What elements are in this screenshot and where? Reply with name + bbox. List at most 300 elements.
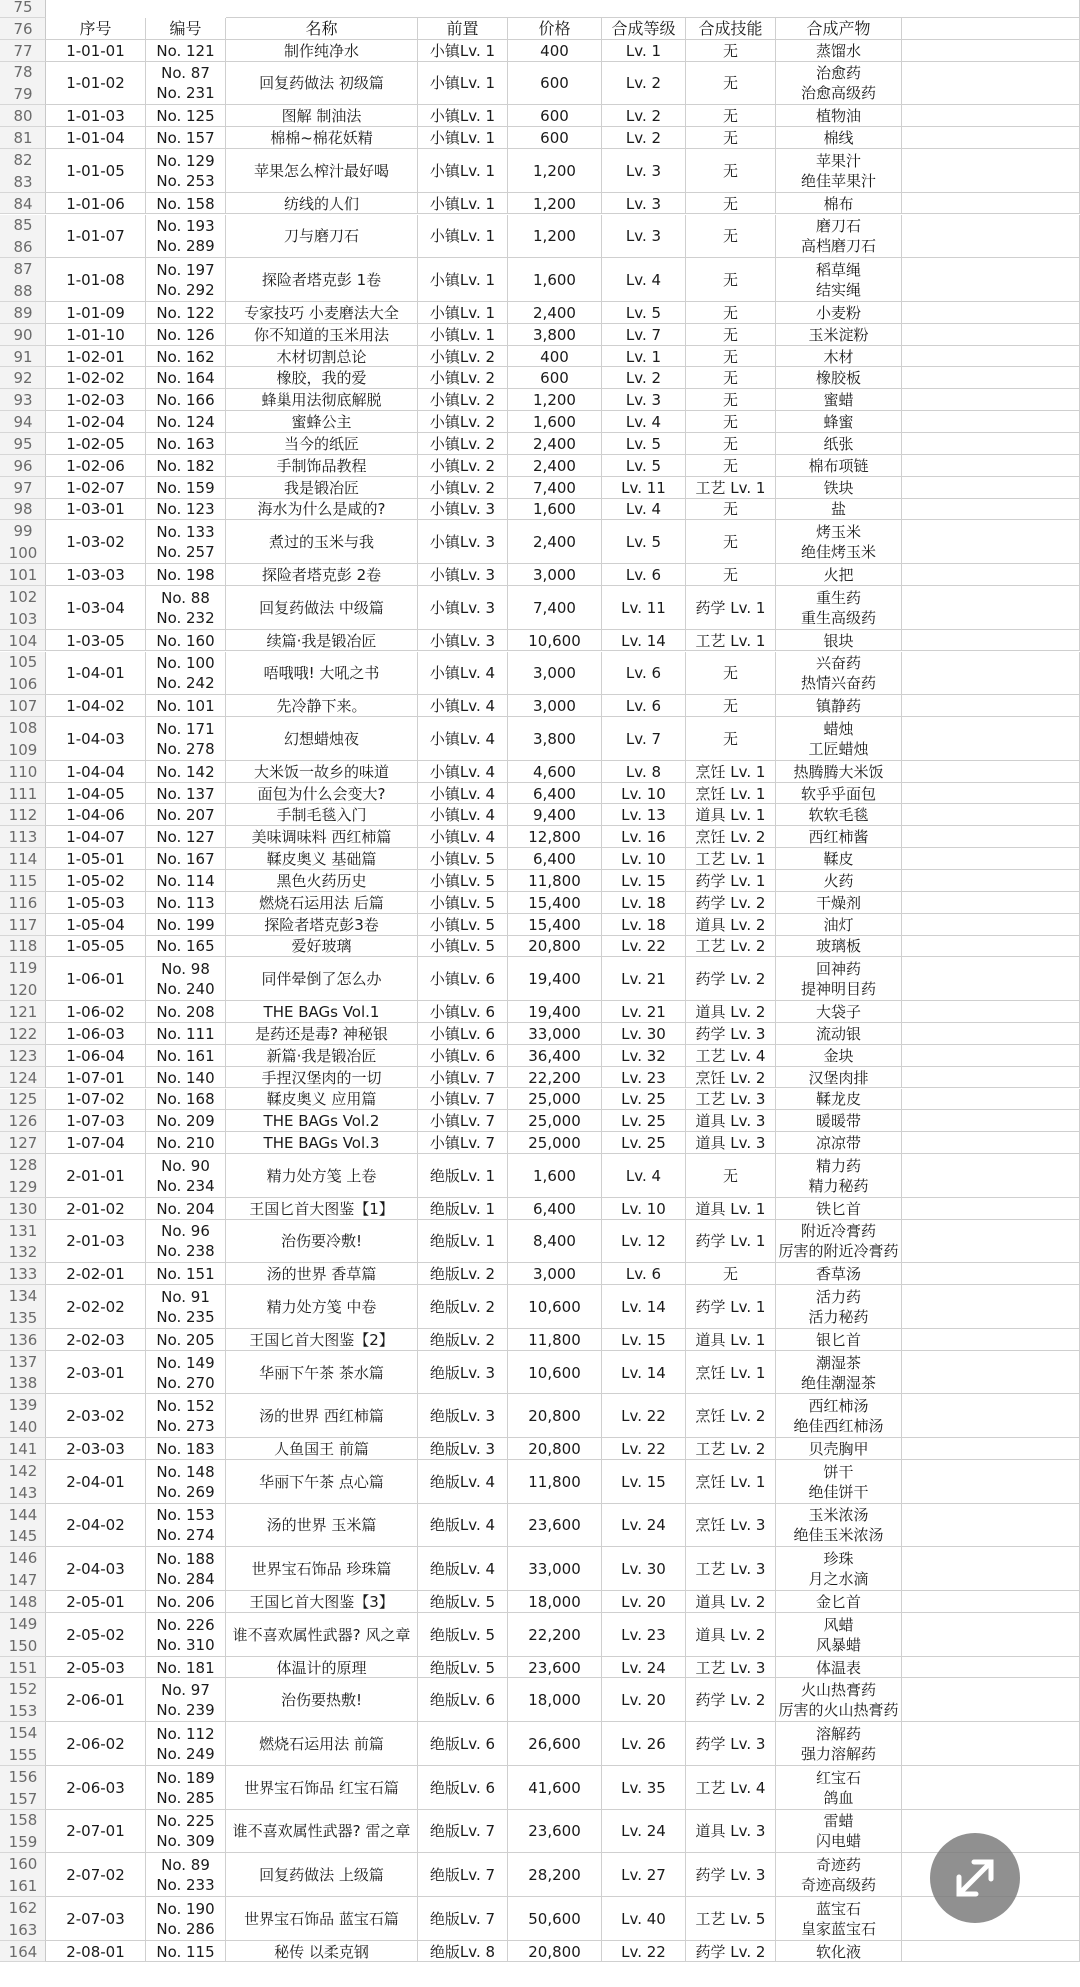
prerequisite-cell[interactable] bbox=[418, 1941, 508, 1963]
prerequisite-cell[interactable] bbox=[418, 127, 508, 149]
empty-cell[interactable] bbox=[902, 1220, 1080, 1264]
craft-skill-cell[interactable] bbox=[686, 433, 776, 455]
prerequisite-cell[interactable] bbox=[418, 1547, 508, 1591]
empty-cell[interactable] bbox=[902, 564, 1080, 586]
product-cell[interactable] bbox=[776, 1853, 902, 1897]
product-cell[interactable] bbox=[776, 346, 902, 368]
product-cell[interactable] bbox=[776, 1591, 902, 1613]
product-cell[interactable] bbox=[776, 870, 902, 892]
empty-cell[interactable] bbox=[902, 1023, 1080, 1045]
row-header[interactable] bbox=[0, 892, 46, 914]
craft-level-cell[interactable] bbox=[602, 652, 686, 696]
item-number-cell[interactable] bbox=[146, 1591, 226, 1613]
row-header[interactable] bbox=[0, 1329, 46, 1351]
price-cell[interactable] bbox=[508, 367, 602, 389]
price-cell[interactable] bbox=[508, 586, 602, 630]
seq-cell[interactable] bbox=[46, 717, 146, 761]
book-name-cell[interactable] bbox=[226, 1198, 418, 1220]
item-number-cell[interactable] bbox=[146, 520, 226, 564]
craft-level-cell[interactable] bbox=[602, 1154, 686, 1198]
prerequisite-cell[interactable] bbox=[418, 1657, 508, 1679]
prerequisite-cell[interactable] bbox=[418, 957, 508, 1001]
empty-cell[interactable] bbox=[902, 1154, 1080, 1198]
seq-cell[interactable] bbox=[46, 1394, 146, 1438]
item-number-cell[interactable] bbox=[146, 1394, 226, 1438]
book-name-cell[interactable] bbox=[226, 1678, 418, 1722]
craft-level-cell[interactable] bbox=[602, 40, 686, 62]
price-cell[interactable] bbox=[508, 215, 602, 259]
craft-skill-cell[interactable] bbox=[686, 1198, 776, 1220]
product-cell[interactable] bbox=[776, 1001, 902, 1023]
product-cell[interactable] bbox=[776, 258, 902, 302]
item-number-cell[interactable] bbox=[146, 1198, 226, 1220]
row-header[interactable] bbox=[0, 433, 46, 455]
book-name-cell[interactable] bbox=[226, 62, 418, 106]
empty-cell[interactable] bbox=[902, 215, 1080, 259]
book-name-cell[interactable] bbox=[226, 258, 418, 302]
craft-skill-cell[interactable] bbox=[686, 455, 776, 477]
book-name-cell[interactable] bbox=[226, 411, 418, 433]
price-cell[interactable] bbox=[508, 302, 602, 324]
seq-cell[interactable] bbox=[46, 1285, 146, 1329]
seq-cell[interactable] bbox=[46, 1263, 146, 1285]
price-cell[interactable] bbox=[508, 1110, 602, 1132]
craft-skill-cell[interactable] bbox=[686, 586, 776, 630]
price-cell[interactable] bbox=[508, 1394, 602, 1438]
seq-cell[interactable] bbox=[46, 346, 146, 368]
book-name-cell[interactable] bbox=[226, 804, 418, 826]
prerequisite-cell[interactable] bbox=[418, 761, 508, 783]
empty-cell[interactable] bbox=[902, 1678, 1080, 1722]
craft-skill-cell[interactable] bbox=[686, 1547, 776, 1591]
row-header[interactable] bbox=[0, 914, 46, 936]
empty-cell[interactable] bbox=[902, 302, 1080, 324]
craft-skill-cell[interactable] bbox=[686, 1154, 776, 1198]
prerequisite-cell[interactable] bbox=[418, 1023, 508, 1045]
craft-skill-cell[interactable] bbox=[686, 892, 776, 914]
item-number-cell[interactable] bbox=[146, 892, 226, 914]
craft-level-cell[interactable] bbox=[602, 695, 686, 717]
row-header[interactable] bbox=[0, 1941, 46, 1963]
empty-cell[interactable] bbox=[902, 1110, 1080, 1132]
row-header[interactable] bbox=[0, 193, 46, 215]
craft-skill-cell[interactable] bbox=[686, 826, 776, 848]
craft-level-cell[interactable] bbox=[602, 1351, 686, 1395]
prerequisite-cell[interactable] bbox=[418, 848, 508, 870]
craft-skill-cell[interactable] bbox=[686, 914, 776, 936]
seq-cell[interactable] bbox=[46, 1460, 146, 1504]
empty-cell[interactable] bbox=[902, 62, 1080, 106]
item-number-cell[interactable] bbox=[146, 477, 226, 499]
craft-skill-cell[interactable] bbox=[686, 1941, 776, 1963]
craft-skill-cell[interactable] bbox=[686, 520, 776, 564]
product-cell[interactable] bbox=[776, 1198, 902, 1220]
product-cell[interactable] bbox=[776, 1897, 902, 1941]
product-cell[interactable] bbox=[776, 892, 902, 914]
empty-cell[interactable] bbox=[902, 346, 1080, 368]
item-number-cell[interactable] bbox=[146, 564, 226, 586]
row-header[interactable] bbox=[0, 936, 46, 958]
empty-cell[interactable] bbox=[902, 717, 1080, 761]
seq-cell[interactable] bbox=[46, 302, 146, 324]
empty-cell[interactable] bbox=[902, 1657, 1080, 1679]
prerequisite-cell[interactable] bbox=[418, 1460, 508, 1504]
seq-cell[interactable] bbox=[46, 1329, 146, 1351]
price-cell[interactable] bbox=[508, 564, 602, 586]
craft-level-cell[interactable] bbox=[602, 1132, 686, 1154]
prerequisite-cell[interactable] bbox=[418, 324, 508, 346]
prerequisite-cell[interactable] bbox=[418, 1001, 508, 1023]
craft-level-cell[interactable] bbox=[602, 1810, 686, 1854]
craft-level-cell[interactable] bbox=[602, 1438, 686, 1460]
row-header[interactable] bbox=[0, 149, 46, 193]
book-name-cell[interactable] bbox=[226, 346, 418, 368]
row-header[interactable] bbox=[0, 1001, 46, 1023]
seq-cell[interactable] bbox=[46, 870, 146, 892]
item-number-cell[interactable] bbox=[146, 1089, 226, 1111]
empty-cell[interactable] bbox=[902, 105, 1080, 127]
craft-skill-cell[interactable] bbox=[686, 62, 776, 106]
row-header[interactable] bbox=[0, 870, 46, 892]
empty-cell[interactable] bbox=[902, 1351, 1080, 1395]
book-name-cell[interactable] bbox=[226, 1722, 418, 1766]
book-name-cell[interactable] bbox=[226, 957, 418, 1001]
craft-level-cell[interactable] bbox=[602, 215, 686, 259]
product-cell[interactable] bbox=[776, 652, 902, 696]
item-number-cell[interactable] bbox=[146, 936, 226, 958]
seq-cell[interactable] bbox=[46, 1220, 146, 1264]
empty-cell[interactable] bbox=[902, 1547, 1080, 1591]
book-name-cell[interactable] bbox=[226, 914, 418, 936]
book-name-cell[interactable] bbox=[226, 1067, 418, 1089]
row-header[interactable] bbox=[0, 1678, 46, 1722]
book-name-cell[interactable] bbox=[226, 302, 418, 324]
empty-cell[interactable] bbox=[902, 1089, 1080, 1111]
craft-skill-cell[interactable] bbox=[686, 1460, 776, 1504]
item-number-cell[interactable] bbox=[146, 346, 226, 368]
header-cell[interactable] bbox=[686, 18, 776, 40]
row-header[interactable] bbox=[0, 258, 46, 302]
prerequisite-cell[interactable] bbox=[418, 62, 508, 106]
craft-level-cell[interactable] bbox=[602, 1089, 686, 1111]
prerequisite-cell[interactable] bbox=[418, 630, 508, 652]
seq-cell[interactable] bbox=[46, 499, 146, 521]
row-header[interactable] bbox=[0, 630, 46, 652]
craft-level-cell[interactable] bbox=[602, 1460, 686, 1504]
prerequisite-cell[interactable] bbox=[418, 1285, 508, 1329]
empty-cell[interactable] bbox=[902, 389, 1080, 411]
item-number-cell[interactable] bbox=[146, 1351, 226, 1395]
craft-skill-cell[interactable] bbox=[686, 957, 776, 1001]
item-number-cell[interactable] bbox=[146, 105, 226, 127]
item-number-cell[interactable] bbox=[146, 717, 226, 761]
item-number-cell[interactable] bbox=[146, 783, 226, 805]
product-cell[interactable] bbox=[776, 1154, 902, 1198]
price-cell[interactable] bbox=[508, 1132, 602, 1154]
craft-skill-cell[interactable] bbox=[686, 1045, 776, 1067]
product-cell[interactable] bbox=[776, 1438, 902, 1460]
seq-cell[interactable] bbox=[46, 1045, 146, 1067]
craft-level-cell[interactable] bbox=[602, 717, 686, 761]
header-cell[interactable] bbox=[602, 18, 686, 40]
craft-skill-cell[interactable] bbox=[686, 936, 776, 958]
seq-cell[interactable] bbox=[46, 1132, 146, 1154]
craft-skill-cell[interactable] bbox=[686, 717, 776, 761]
price-cell[interactable] bbox=[508, 193, 602, 215]
price-cell[interactable] bbox=[508, 1591, 602, 1613]
product-cell[interactable] bbox=[776, 215, 902, 259]
prerequisite-cell[interactable] bbox=[418, 1263, 508, 1285]
product-cell[interactable] bbox=[776, 477, 902, 499]
empty-cell[interactable] bbox=[902, 957, 1080, 1001]
item-number-cell[interactable] bbox=[146, 1722, 226, 1766]
row-header[interactable] bbox=[0, 826, 46, 848]
prerequisite-cell[interactable] bbox=[418, 455, 508, 477]
price-cell[interactable] bbox=[508, 1547, 602, 1591]
empty-cell[interactable] bbox=[902, 848, 1080, 870]
header-cell[interactable] bbox=[508, 18, 602, 40]
book-name-cell[interactable] bbox=[226, 783, 418, 805]
item-number-cell[interactable] bbox=[146, 695, 226, 717]
empty-cell[interactable] bbox=[902, 826, 1080, 848]
price-cell[interactable] bbox=[508, 1853, 602, 1897]
seq-cell[interactable] bbox=[46, 1810, 146, 1854]
empty-cell[interactable] bbox=[902, 695, 1080, 717]
product-cell[interactable] bbox=[776, 1504, 902, 1548]
craft-skill-cell[interactable] bbox=[686, 193, 776, 215]
seq-cell[interactable] bbox=[46, 389, 146, 411]
prerequisite-cell[interactable] bbox=[418, 1154, 508, 1198]
seq-cell[interactable] bbox=[46, 1897, 146, 1941]
book-name-cell[interactable] bbox=[226, 433, 418, 455]
price-cell[interactable] bbox=[508, 1329, 602, 1351]
product-cell[interactable] bbox=[776, 105, 902, 127]
price-cell[interactable] bbox=[508, 695, 602, 717]
craft-skill-cell[interactable] bbox=[686, 127, 776, 149]
row-header[interactable] bbox=[0, 1460, 46, 1504]
price-cell[interactable] bbox=[508, 520, 602, 564]
book-name-cell[interactable] bbox=[226, 1351, 418, 1395]
craft-skill-cell[interactable] bbox=[686, 1853, 776, 1897]
product-cell[interactable] bbox=[776, 149, 902, 193]
price-cell[interactable] bbox=[508, 1263, 602, 1285]
empty-cell[interactable] bbox=[902, 40, 1080, 62]
seq-cell[interactable] bbox=[46, 1504, 146, 1548]
book-name-cell[interactable] bbox=[226, 1132, 418, 1154]
empty-cell[interactable] bbox=[902, 499, 1080, 521]
prerequisite-cell[interactable] bbox=[418, 389, 508, 411]
book-name-cell[interactable] bbox=[226, 695, 418, 717]
row-header[interactable] bbox=[0, 1504, 46, 1548]
book-name-cell[interactable] bbox=[226, 455, 418, 477]
prerequisite-cell[interactable] bbox=[418, 826, 508, 848]
item-number-cell[interactable] bbox=[146, 215, 226, 259]
product-cell[interactable] bbox=[776, 433, 902, 455]
prerequisite-cell[interactable] bbox=[418, 1089, 508, 1111]
book-name-cell[interactable] bbox=[226, 1941, 418, 1963]
craft-skill-cell[interactable] bbox=[686, 1132, 776, 1154]
craft-skill-cell[interactable] bbox=[686, 149, 776, 193]
book-name-cell[interactable] bbox=[226, 1438, 418, 1460]
empty-cell[interactable] bbox=[902, 520, 1080, 564]
seq-cell[interactable] bbox=[46, 761, 146, 783]
header-cell[interactable] bbox=[46, 18, 146, 40]
seq-cell[interactable] bbox=[46, 1023, 146, 1045]
product-cell[interactable] bbox=[776, 499, 902, 521]
price-cell[interactable] bbox=[508, 1067, 602, 1089]
book-name-cell[interactable] bbox=[226, 324, 418, 346]
price-cell[interactable] bbox=[508, 1045, 602, 1067]
book-name-cell[interactable] bbox=[226, 848, 418, 870]
empty-cell[interactable] bbox=[902, 1285, 1080, 1329]
price-cell[interactable] bbox=[508, 149, 602, 193]
item-number-cell[interactable] bbox=[146, 1067, 226, 1089]
price-cell[interactable] bbox=[508, 324, 602, 346]
book-name-cell[interactable] bbox=[226, 149, 418, 193]
product-cell[interactable] bbox=[776, 695, 902, 717]
product-cell[interactable] bbox=[776, 1613, 902, 1657]
craft-level-cell[interactable] bbox=[602, 848, 686, 870]
product-cell[interactable] bbox=[776, 1067, 902, 1089]
row-header[interactable] bbox=[0, 1110, 46, 1132]
book-name-cell[interactable] bbox=[226, 1394, 418, 1438]
book-name-cell[interactable] bbox=[226, 870, 418, 892]
prerequisite-cell[interactable] bbox=[418, 1591, 508, 1613]
item-number-cell[interactable] bbox=[146, 411, 226, 433]
empty-cell[interactable] bbox=[902, 870, 1080, 892]
seq-cell[interactable] bbox=[46, 455, 146, 477]
seq-cell[interactable] bbox=[46, 1067, 146, 1089]
price-cell[interactable] bbox=[508, 892, 602, 914]
book-name-cell[interactable] bbox=[226, 892, 418, 914]
product-cell[interactable] bbox=[776, 1045, 902, 1067]
book-name-cell[interactable] bbox=[226, 717, 418, 761]
row-header[interactable] bbox=[0, 1591, 46, 1613]
price-cell[interactable] bbox=[508, 433, 602, 455]
price-cell[interactable] bbox=[508, 1089, 602, 1111]
prerequisite-cell[interactable] bbox=[418, 1897, 508, 1941]
price-cell[interactable] bbox=[508, 914, 602, 936]
row-header[interactable] bbox=[0, 586, 46, 630]
prerequisite-cell[interactable] bbox=[418, 564, 508, 586]
craft-level-cell[interactable] bbox=[602, 1394, 686, 1438]
craft-level-cell[interactable] bbox=[602, 761, 686, 783]
prerequisite-cell[interactable] bbox=[418, 870, 508, 892]
prerequisite-cell[interactable] bbox=[418, 149, 508, 193]
product-cell[interactable] bbox=[776, 1810, 902, 1854]
empty-cell[interactable] bbox=[902, 455, 1080, 477]
item-number-cell[interactable] bbox=[146, 193, 226, 215]
seq-cell[interactable] bbox=[46, 1722, 146, 1766]
craft-level-cell[interactable] bbox=[602, 783, 686, 805]
craft-level-cell[interactable] bbox=[602, 1853, 686, 1897]
product-cell[interactable] bbox=[776, 936, 902, 958]
item-number-cell[interactable] bbox=[146, 848, 226, 870]
craft-skill-cell[interactable] bbox=[686, 40, 776, 62]
craft-skill-cell[interactable] bbox=[686, 1023, 776, 1045]
craft-level-cell[interactable] bbox=[602, 1263, 686, 1285]
book-name-cell[interactable] bbox=[226, 215, 418, 259]
craft-level-cell[interactable] bbox=[602, 411, 686, 433]
row-header[interactable] bbox=[0, 455, 46, 477]
product-cell[interactable] bbox=[776, 1023, 902, 1045]
prerequisite-cell[interactable] bbox=[418, 1220, 508, 1264]
empty-cell[interactable] bbox=[902, 1045, 1080, 1067]
seq-cell[interactable] bbox=[46, 193, 146, 215]
seq-cell[interactable] bbox=[46, 1438, 146, 1460]
craft-level-cell[interactable] bbox=[602, 1766, 686, 1810]
craft-skill-cell[interactable] bbox=[686, 695, 776, 717]
seq-cell[interactable] bbox=[46, 149, 146, 193]
craft-level-cell[interactable] bbox=[602, 346, 686, 368]
craft-level-cell[interactable] bbox=[602, 1897, 686, 1941]
book-name-cell[interactable] bbox=[226, 564, 418, 586]
price-cell[interactable] bbox=[508, 40, 602, 62]
prerequisite-cell[interactable] bbox=[418, 586, 508, 630]
product-cell[interactable] bbox=[776, 1329, 902, 1351]
craft-level-cell[interactable] bbox=[602, 193, 686, 215]
row-header[interactable] bbox=[0, 411, 46, 433]
seq-cell[interactable] bbox=[46, 914, 146, 936]
price-cell[interactable] bbox=[508, 1678, 602, 1722]
row-header[interactable] bbox=[0, 1394, 46, 1438]
seq-cell[interactable] bbox=[46, 433, 146, 455]
craft-level-cell[interactable] bbox=[602, 149, 686, 193]
header-cell[interactable] bbox=[418, 18, 508, 40]
book-name-cell[interactable] bbox=[226, 1460, 418, 1504]
craft-level-cell[interactable] bbox=[602, 1504, 686, 1548]
item-number-cell[interactable] bbox=[146, 1263, 226, 1285]
row-header[interactable] bbox=[0, 40, 46, 62]
book-name-cell[interactable] bbox=[226, 1591, 418, 1613]
item-number-cell[interactable] bbox=[146, 1657, 226, 1679]
row-header[interactable] bbox=[0, 1089, 46, 1111]
seq-cell[interactable] bbox=[46, 1853, 146, 1897]
price-cell[interactable] bbox=[508, 1198, 602, 1220]
craft-level-cell[interactable] bbox=[602, 804, 686, 826]
prerequisite-cell[interactable] bbox=[418, 1351, 508, 1395]
seq-cell[interactable] bbox=[46, 105, 146, 127]
book-name-cell[interactable] bbox=[226, 1897, 418, 1941]
row-header[interactable] bbox=[0, 1023, 46, 1045]
book-name-cell[interactable] bbox=[226, 1657, 418, 1679]
craft-level-cell[interactable] bbox=[602, 892, 686, 914]
craft-skill-cell[interactable] bbox=[686, 1394, 776, 1438]
product-cell[interactable] bbox=[776, 1351, 902, 1395]
seq-cell[interactable] bbox=[46, 652, 146, 696]
prerequisite-cell[interactable] bbox=[418, 1438, 508, 1460]
row-header[interactable] bbox=[0, 695, 46, 717]
row-header[interactable] bbox=[0, 652, 46, 696]
seq-cell[interactable] bbox=[46, 1110, 146, 1132]
item-number-cell[interactable] bbox=[146, 630, 226, 652]
seq-cell[interactable] bbox=[46, 826, 146, 848]
item-number-cell[interactable] bbox=[146, 40, 226, 62]
price-cell[interactable] bbox=[508, 783, 602, 805]
craft-level-cell[interactable] bbox=[602, 258, 686, 302]
price-cell[interactable] bbox=[508, 1154, 602, 1198]
empty-cell[interactable] bbox=[902, 1766, 1080, 1810]
craft-level-cell[interactable] bbox=[602, 1198, 686, 1220]
prerequisite-cell[interactable] bbox=[418, 193, 508, 215]
header-cell[interactable] bbox=[902, 18, 1080, 40]
seq-cell[interactable] bbox=[46, 258, 146, 302]
book-name-cell[interactable] bbox=[226, 1089, 418, 1111]
craft-skill-cell[interactable] bbox=[686, 215, 776, 259]
craft-skill-cell[interactable] bbox=[686, 652, 776, 696]
seq-cell[interactable] bbox=[46, 630, 146, 652]
empty-cell[interactable] bbox=[902, 258, 1080, 302]
